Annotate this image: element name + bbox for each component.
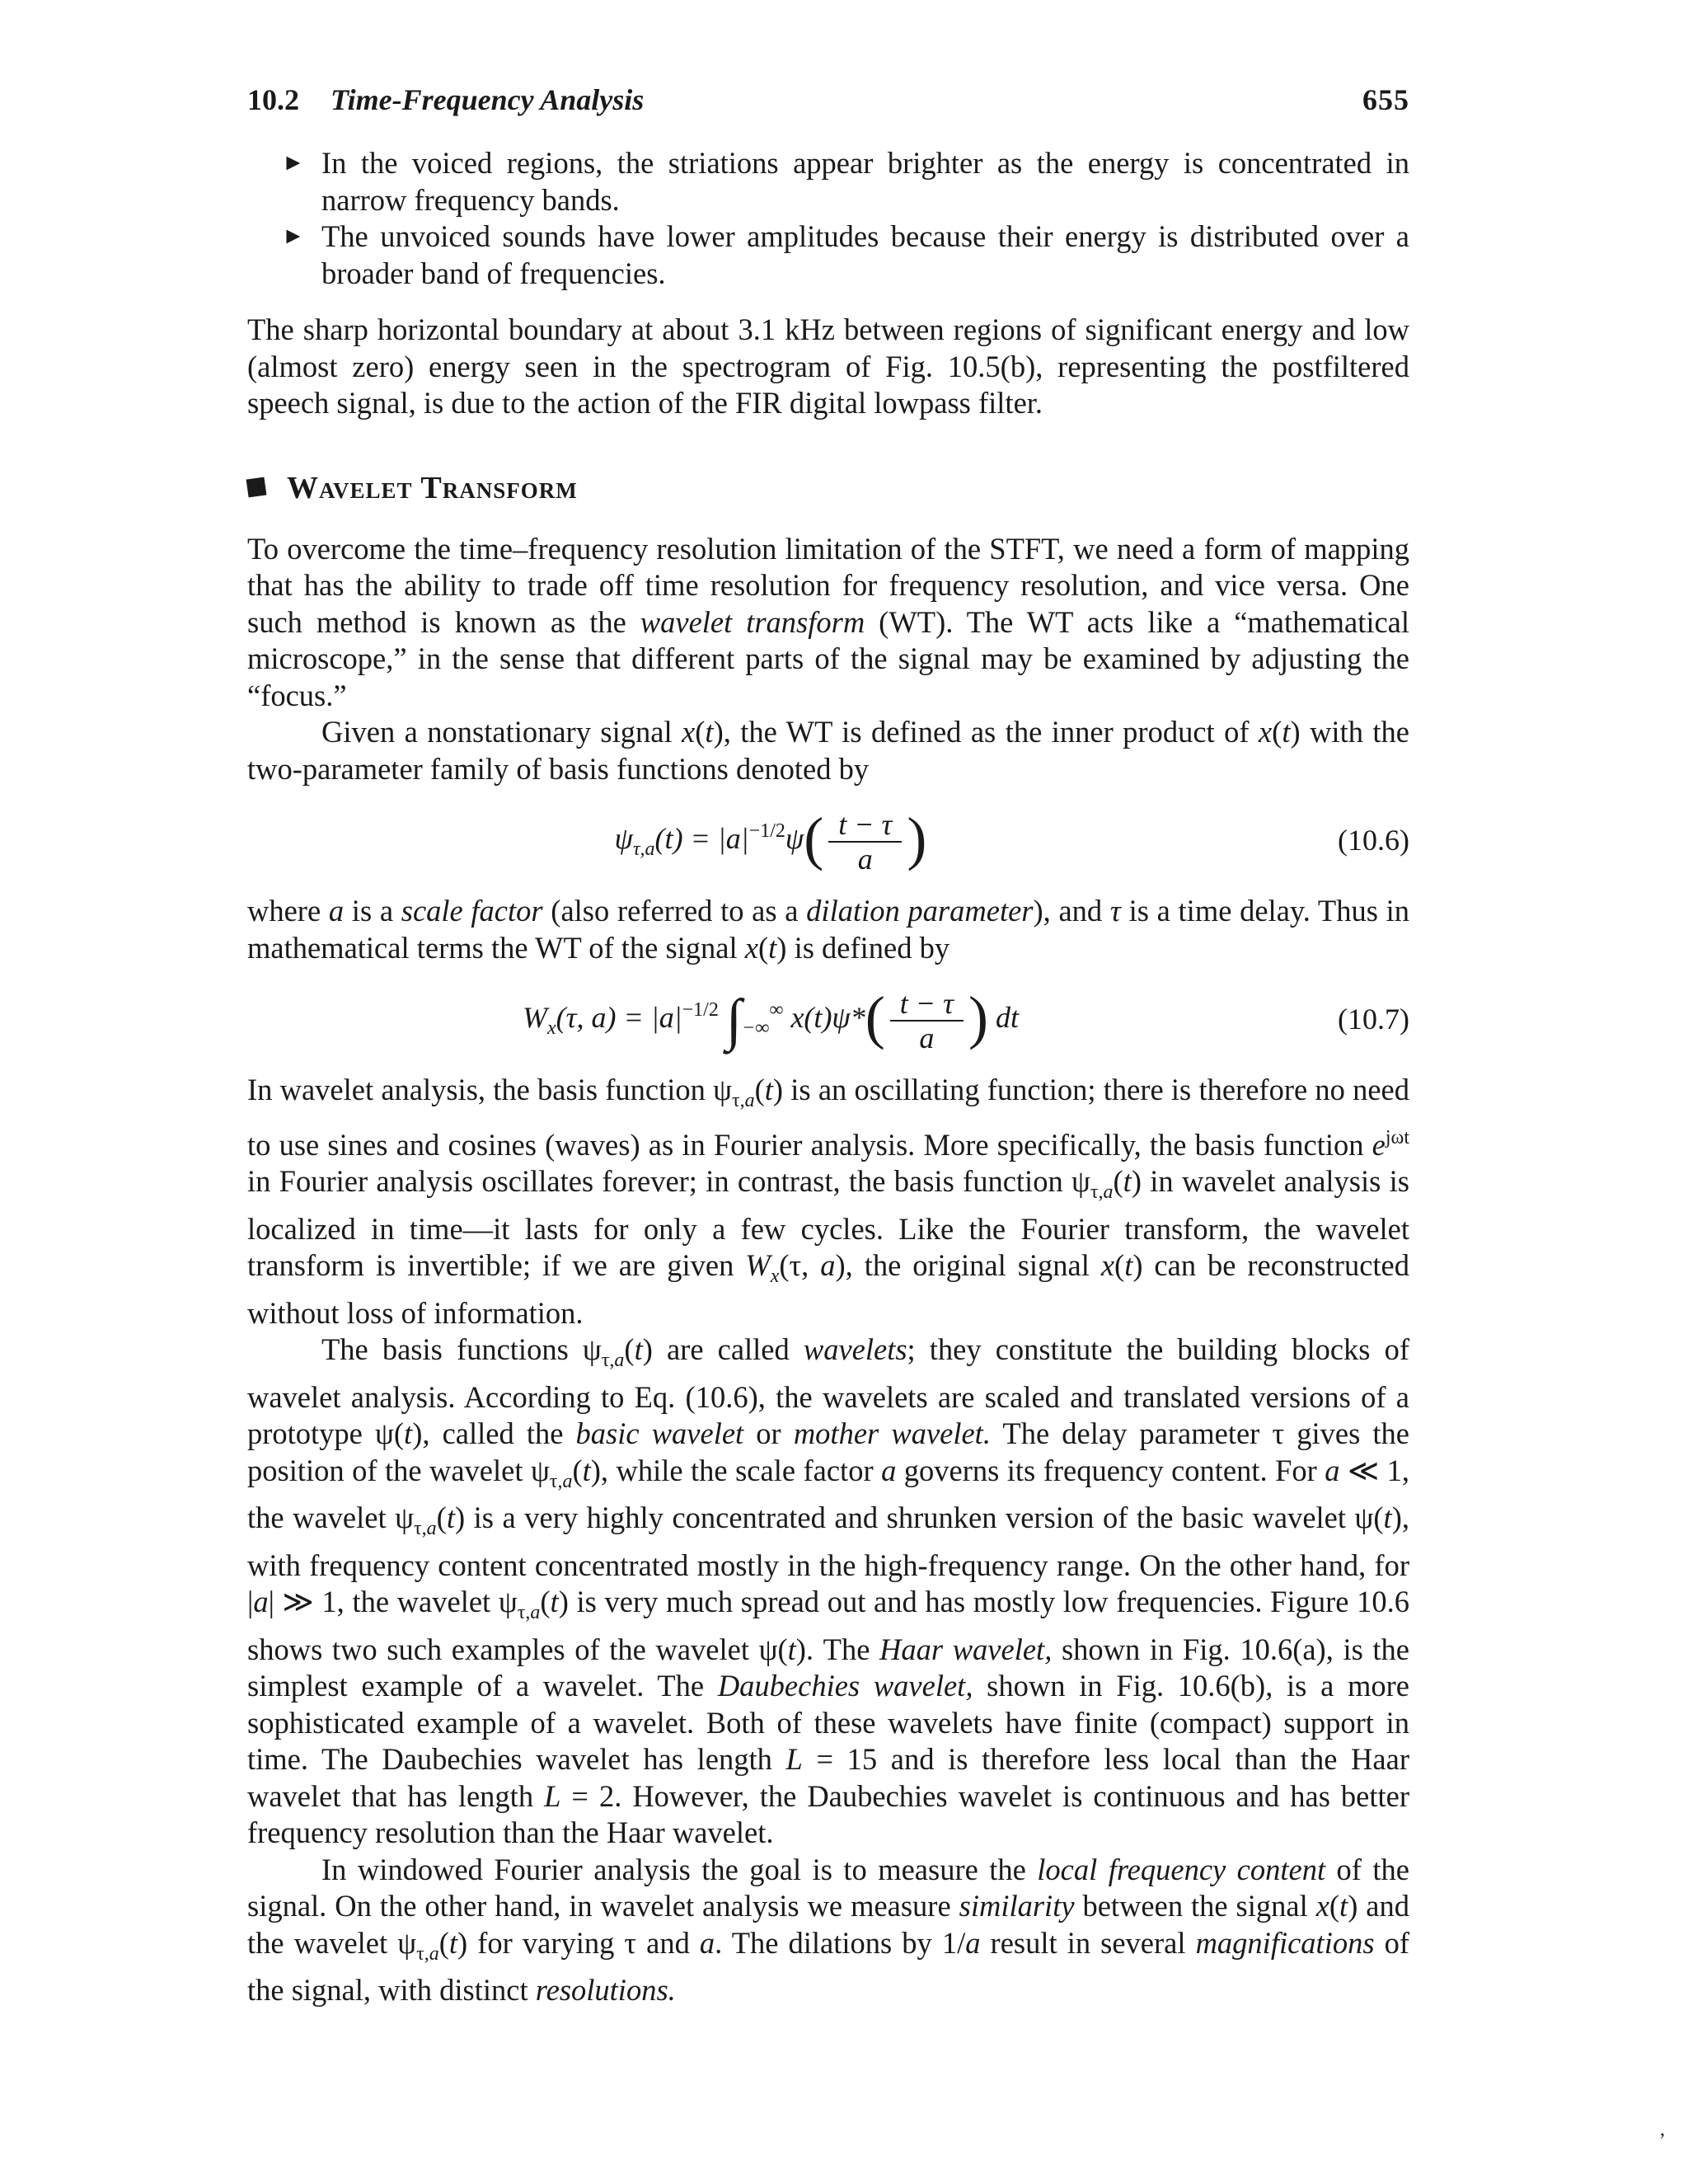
equation-number: (10.7) — [1338, 1003, 1409, 1036]
bullet-list — [247, 145, 1409, 292]
section-label — [247, 82, 644, 117]
section-title: Time-Frequency Analysis — [331, 83, 645, 116]
bullet-item: ► The unvoiced sounds have lower amplitudes because their energy is distributed over a broader band of frequencies. — [282, 219, 1409, 290]
section-marker-icon — [246, 477, 267, 497]
equation-10-7 — [247, 966, 1409, 1072]
equation-body: $W_x(\tau$, $a) = |a|^{-1/2}$ $\int_{-\infty}^\infty$ x(t)ψ*( $\frac{t - \tau}{a}$ ) dt — [523, 984, 1019, 1054]
paragraph-3: where a is a scale factor (also referred to as a dilation parameter), and τ is a time delay. Thus in mathematical terms the WT of the signal x(t) is defined by — [247, 894, 1410, 965]
section-heading: Wavelet Transform — [247, 470, 1409, 506]
paragraph-4: In wavelet analysis, the basis function $\psi_{\tau,a}(t)$ is an oscillating function; there is therefore no need to use sines and cosines (waves) as in Fourier analysis. More specifically, the basis function $e^{j\omega t}$ in Fourier analysis oscillates forever; in contrast, the basis function $\psi_{\tau,a}(t)$ in wavelet analysis is localized in time—it lasts for only a few cycles. Like the Fourier transform, the wavelet transform is invertible; if we are given $W_x(\tau$, a), the original signal x(t) can be reconstructed without loss of information. — [247, 1073, 1409, 1330]
bullet-item: ► In the voiced regions, the striations appear brighter as the energy is concentrated in narrow frequency bands. — [282, 146, 1409, 217]
paragraph-5: The basis functions $\psi_{\tau,a}(t)$ are called wavelets; they constitute the building blocks of wavelet analysis. According to Eq. (10.6), the wavelets are scaled and translated versions of a prototype ψ(t), called the basic wavelet or mother wavelet. The delay parameter τ gives the position of the wavelet $\psi_{\tau,a}(t)$, while the scale factor a governs its frequency content. For a ≪ 1, the wavelet $\psi_{\tau,a}(t)$ is a very highly concentrated and shrunken version of the basic wavelet ψ(t), with frequency content concentrated mostly in the high-frequency range. On the other hand, for |a| ≫ 1, the wavelet $\psi_{\tau,a}(t)$ is very much spread out and has mostly low frequencies. Figure 10.6 shows two such examples of the wavelet ψ(t). The Haar wavelet, shown in Fig. 10.6(a), is the simplest example of a wavelet. The Daubechies wavelet, shown in Fig. 10.6(b), is a more sophisticated example of a wavelet. Both of these wavelets have finite (compact) support in time. The Daubechies wavelet has length L = 15 and is therefore less local than the Haar wavelet that has length L = 2. However, the Daubechies wavelet is continuous and has better frequency resolution than the Haar wavelet. — [247, 1332, 1410, 1849]
intro-paragraph: The sharp horizontal boundary at about 3.1 kHz between regions of significant energy and low (almost zero) energy seen in the spectrogram of Fig. 10.5(b), representing the postfiltered speech signal, is due to the action of the FIR digital lowpass filter. — [247, 312, 1409, 420]
bullet-arrow-icon: ► — [282, 150, 305, 176]
paragraph-2: Given a nonstationary signal x(t), the WT is defined as the inner product of x(t) with the two-parameter family of basis functions denoted by — [247, 715, 1409, 786]
running-head — [247, 82, 1409, 117]
page-number: 655 — [1362, 83, 1409, 116]
paragraph-1: To overcome the time–frequency resolution limitation of the STFT, we need a form of mapping that has the ability to trade off time resolution for frequency resolution, and vice versa. One such method is known as the wavelet transform (WT). The WT acts like a “mathematical microscope,” in the sense that different parts of the signal may be examined by adjusting the “focus.” — [247, 531, 1410, 712]
equation-10-6 — [247, 787, 1409, 893]
bullet-arrow-icon: ► — [282, 223, 305, 249]
equation-number: (10.6) — [1338, 824, 1409, 857]
section-number: 10.2 — [247, 83, 299, 116]
corner-mark: , — [1660, 2119, 1665, 2140]
paragraph-6: In windowed Fourier analysis the goal is to measure the local frequency content of the signal. On the other hand, in wavelet analysis we measure similarity between the signal x(t) and the wavelet $\psi_{\tau,a}(t)$ for varying τ and a. The dilations by 1/a result in several magnifications of the signal, with distinct resolutions. — [247, 1852, 1410, 2007]
page-body — [247, 82, 1409, 2009]
equation-body: $\psi_{\tau,a}(t) = |a|^{-1/2}\psi$( $\frac{t - \tau}{a}$ ) — [614, 805, 927, 876]
